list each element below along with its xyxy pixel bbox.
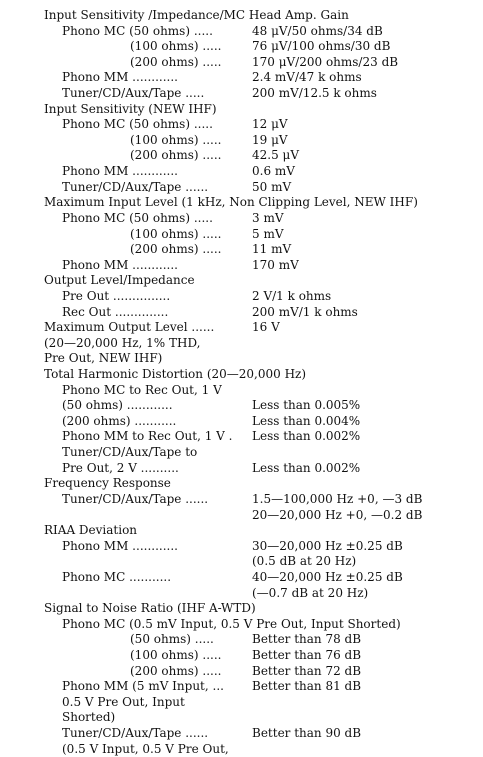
spec-row (0, 554, 483, 570)
spec-row (0, 570, 483, 586)
spec-row (0, 180, 483, 196)
spec-label: (0.5 V Input, 0.5 V Pre Out, (62, 741, 229, 756)
spec-row (0, 679, 483, 695)
spec-value: Better than 76 dB (252, 647, 362, 662)
spec-row (0, 648, 483, 664)
spec-value: 48 μV/50 ohms/34 dB (252, 23, 383, 38)
spec-row (0, 742, 483, 757)
spec-row (0, 195, 483, 211)
spec-label: Phono MC ........... (62, 569, 172, 584)
spec-row (0, 492, 483, 508)
spec-heading: Frequency Response (44, 476, 171, 491)
spec-label: Phono MC (50 ohms) ..... (62, 23, 213, 38)
spec-label: Phono MC (50 ohms) ..... (62, 210, 213, 225)
spec-row (0, 476, 483, 492)
spec-heading: Output Level/Impedance (44, 273, 195, 288)
spec-row (0, 461, 483, 477)
spec-label: (50 ohms) ............ (62, 398, 173, 413)
spec-value: Less than 0.005% (252, 398, 361, 413)
spec-row (0, 632, 483, 648)
spec-label: (200 ohms) ........... (62, 413, 177, 428)
spec-value: 1.5—100,000 Hz +0, —3 dB (252, 491, 423, 506)
spec-row (0, 664, 483, 680)
spec-label: (200 ohms) ..... (130, 148, 222, 163)
spec-row (0, 24, 483, 40)
spec-value: 16 V (252, 320, 280, 335)
spec-row (0, 70, 483, 86)
spec-row (0, 320, 483, 336)
spec-value: 200 mV/12.5 k ohms (252, 86, 377, 101)
spec-value: 11 mV (252, 242, 292, 257)
spec-label: (100 ohms) ..... (130, 132, 222, 147)
spec-row (0, 273, 483, 289)
spec-value: Less than 0.004% (252, 413, 361, 428)
spec-label: Tuner/CD/Aux/Tape ...... (62, 179, 209, 194)
spec-label: Rec Out .............. (62, 304, 169, 319)
spec-value: Better than 81 dB (252, 679, 362, 694)
spec-label: Tuner/CD/Aux/Tape ...... (62, 726, 209, 741)
spec-row (0, 508, 483, 524)
spec-row (0, 8, 483, 24)
spec-row (0, 86, 483, 102)
spec-label: Phono MC (50 ohms) ..... (62, 117, 213, 132)
spec-label: Tuner/CD/Aux/Tape ...... (62, 491, 209, 506)
spec-row (0, 133, 483, 149)
spec-row (0, 695, 483, 711)
spec-value: 20—20,000 Hz +0, —0.2 dB (252, 507, 423, 522)
spec-row (0, 258, 483, 274)
spec-heading: RIAA Deviation (44, 523, 138, 538)
spec-label: Phono MC to Rec Out, 1 V (62, 382, 222, 397)
spec-row (0, 351, 483, 367)
spec-label: (200 ohms) ..... (130, 54, 222, 69)
spec-label: (100 ohms) ..... (130, 647, 222, 662)
spec-label: (100 ohms) ..... (130, 39, 222, 54)
spec-row (0, 39, 483, 55)
spec-row (0, 445, 483, 461)
spec-value: Better than 72 dB (252, 663, 362, 678)
spec-value: 5 mV (252, 226, 284, 241)
spec-row (0, 102, 483, 118)
spec-heading: Input Sensitivity (NEW IHF) (44, 101, 217, 116)
spec-label: Pre Out, 2 V .......... (62, 460, 179, 475)
spec-label: Phono MM (5 mV Input, ... (62, 679, 224, 694)
spec-label: (50 ohms) ..... (130, 632, 214, 647)
spec-label: Pre Out ............... (62, 288, 171, 303)
spec-row (0, 117, 483, 133)
spec-value: 30—20,000 Hz ±0.25 dB (252, 538, 403, 553)
spec-label: Phono MM to Rec Out, 1 V . (62, 429, 233, 444)
spec-value: 200 mV/1 k ohms (252, 304, 358, 319)
spec-row (0, 164, 483, 180)
spec-heading: Pre Out, NEW IHF) (44, 351, 163, 366)
spec-label: Phono MC (0.5 mV Input, 0.5 V Pre Out, Input Shorted) (62, 616, 401, 631)
spec-row (0, 383, 483, 399)
spec-label: Phono MM ............ (62, 70, 178, 85)
spec-label: Phono MM ............ (62, 257, 178, 272)
spec-label: Tuner/CD/Aux/Tape to (62, 445, 198, 460)
spec-label: (200 ohms) ..... (130, 242, 222, 257)
spec-row (0, 289, 483, 305)
spec-heading: Total Harmonic Distortion (20—20,000 Hz) (44, 367, 307, 382)
spec-row (0, 211, 483, 227)
spec-value: 42.5 μV (252, 148, 299, 163)
spec-heading: Signal to Noise Ratio (IHF A-WTD) (44, 601, 256, 616)
spec-value: 3 mV (252, 210, 284, 225)
spec-row (0, 523, 483, 539)
spec-row (0, 55, 483, 71)
spec-value: Less than 0.002% (252, 460, 361, 475)
spec-row (0, 414, 483, 430)
spec-heading: Maximum Input Level (1 kHz, Non Clipping Level, NEW IHF) (44, 195, 418, 210)
spec-label: Phono MM ............ (62, 538, 178, 553)
spec-heading: Input Sensitivity /Impedance/MC Head Amp. Gain (44, 8, 349, 22)
spec-value: 76 μV/100 ohms/30 dB (252, 39, 391, 54)
spec-label: Shorted) (62, 710, 116, 725)
spec-label: Tuner/CD/Aux/Tape ..... (62, 86, 205, 101)
spec-label: (200 ohms) ..... (130, 663, 222, 678)
spec-value: 2.4 mV/47 k ohms (252, 70, 362, 85)
spec-row (0, 398, 483, 414)
spec-label: 0.5 V Pre Out, Input (62, 694, 185, 709)
spec-value: Better than 90 dB (252, 726, 362, 741)
spec-row (0, 617, 483, 633)
spec-value: 2 V/1 k ohms (252, 288, 332, 303)
spec-value: 170 μV/200 ohms/23 dB (252, 54, 399, 69)
spec-row (0, 586, 483, 602)
spec-heading: (20—20,000 Hz, 1% THD, (44, 335, 201, 350)
spec-row (0, 601, 483, 617)
spec-label: Phono MM ............ (62, 164, 178, 179)
spec-value: 19 μV (252, 132, 288, 147)
spec-row (0, 148, 483, 164)
spec-row (0, 367, 483, 383)
spec-row (0, 305, 483, 321)
spec-value: Better than 78 dB (252, 632, 362, 647)
spec-value: 0.6 mV (252, 164, 295, 179)
spec-value: 12 μV (252, 117, 288, 132)
spec-value: (0.5 dB at 20 Hz) (252, 554, 357, 569)
spec-row (0, 726, 483, 742)
spec-row (0, 710, 483, 726)
spec-value: 50 mV (252, 179, 292, 194)
spec-row (0, 336, 483, 352)
spec-value: 40—20,000 Hz ±0.25 dB (252, 569, 403, 584)
spec-value: (—0.7 dB at 20 Hz) (252, 585, 369, 600)
spec-row (0, 429, 483, 445)
specifications-list (0, 8, 483, 757)
spec-label: (100 ohms) ..... (130, 226, 222, 241)
spec-value: Less than 0.002% (252, 429, 361, 444)
spec-row (0, 227, 483, 243)
spec-heading: Maximum Output Level ...... (44, 320, 215, 335)
spec-value: 170 mV (252, 257, 299, 272)
spec-row (0, 242, 483, 258)
spec-row (0, 539, 483, 555)
